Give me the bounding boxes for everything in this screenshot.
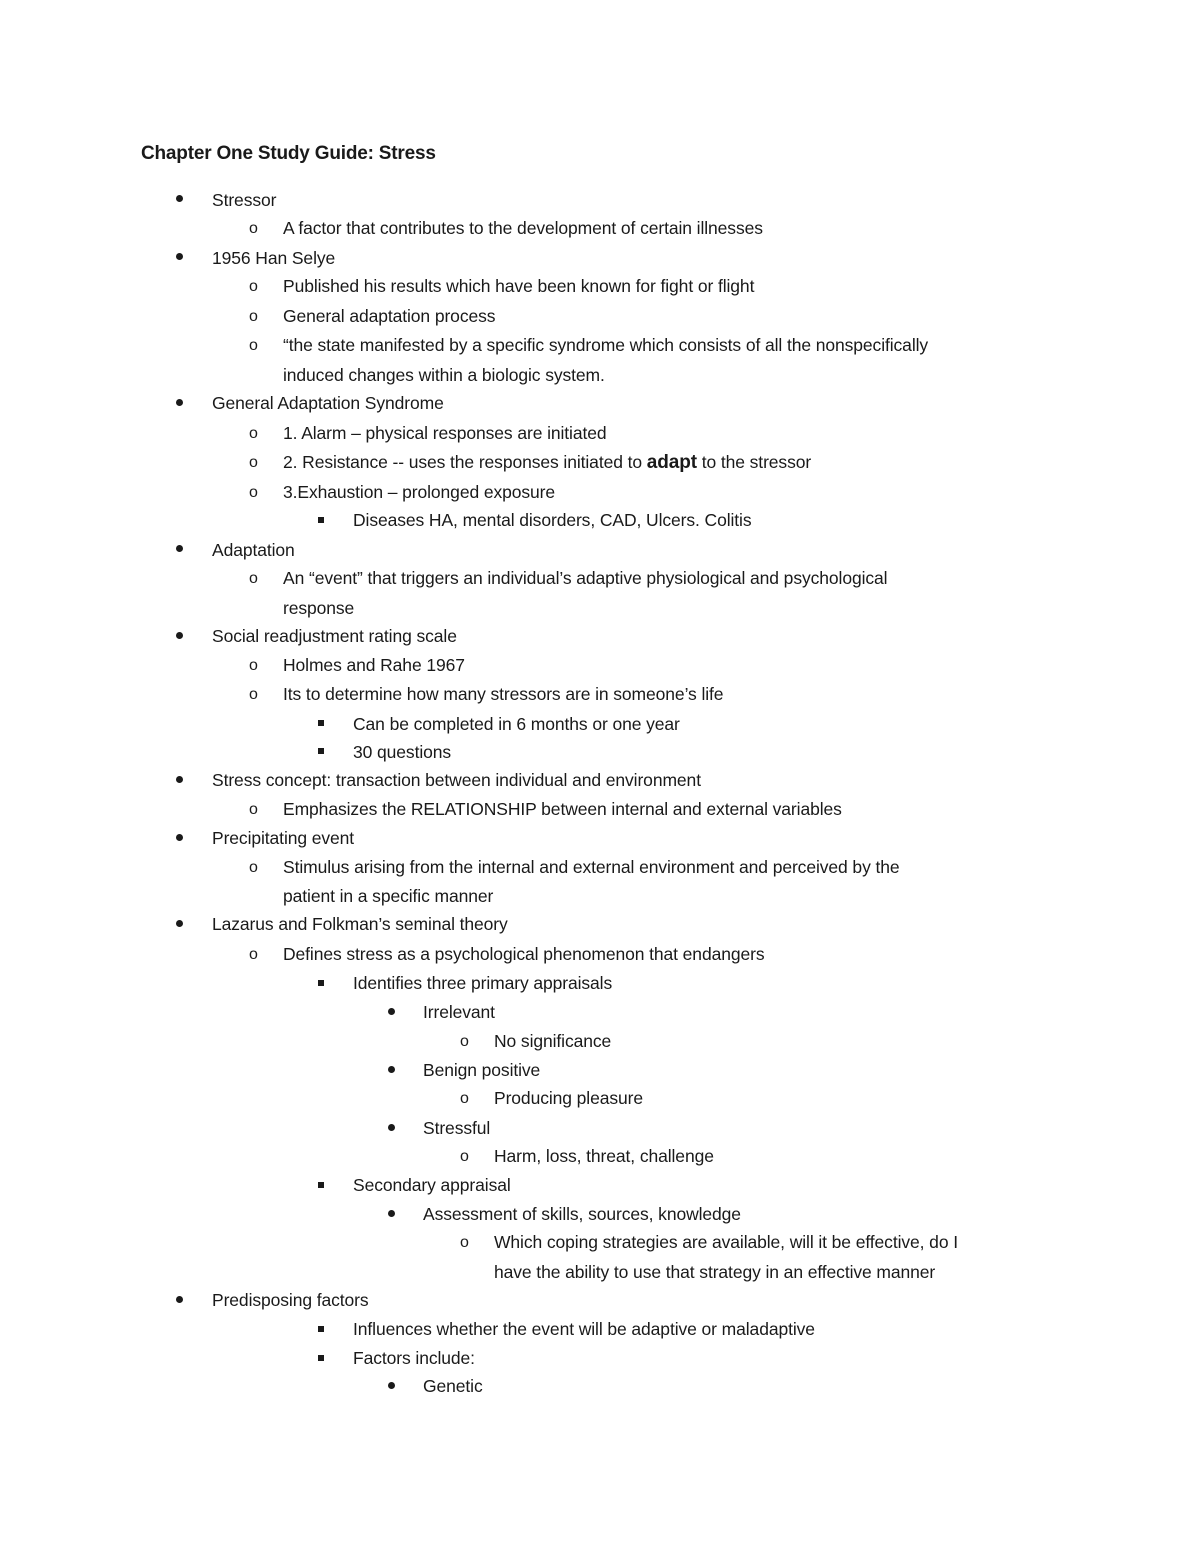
bullet-square <box>318 1355 324 1361</box>
resistance-text-end: to the stressor <box>696 452 812 472</box>
list-item: A factor that contributes to the development of certain illnesses <box>283 218 763 238</box>
list-item-continuation: have the ability to use that strategy in an effective manner <box>494 1262 936 1282</box>
list-item: Assessment of skills, sources, knowledge <box>423 1204 741 1224</box>
bullet-square <box>318 748 324 754</box>
bullet-disc <box>388 1210 395 1217</box>
list-item-continuation: patient in a specific manner <box>283 886 494 906</box>
bullet-circle: o <box>249 454 258 471</box>
bullet-disc <box>388 1066 395 1073</box>
list-item: Predisposing factors <box>212 1290 369 1310</box>
bullet-disc <box>388 1382 395 1389</box>
list-item: “the state manifested by a specific syndrome which consists of all the nonspecifically <box>283 335 929 355</box>
list-item: General adaptation process <box>283 306 496 326</box>
bullet-disc <box>176 195 183 202</box>
bullet-disc <box>176 632 183 639</box>
bullet-circle: o <box>460 1090 469 1107</box>
list-item: 3.Exhaustion – prolonged exposure <box>283 482 556 502</box>
list-item: Factors include: <box>353 1348 475 1368</box>
list-item: Precipitating event <box>212 828 355 848</box>
bullet-disc <box>176 545 183 552</box>
bullet-circle: o <box>249 308 258 325</box>
bullet-disc <box>176 776 183 783</box>
bullet-disc <box>176 253 183 260</box>
bullet-square <box>318 980 324 986</box>
list-item: Adaptation <box>212 540 295 560</box>
bullet-circle: o <box>249 425 258 442</box>
list-item: Defines stress as a psychological phenomenon that endangers <box>283 944 765 964</box>
list-item: Published his results which have been known for fight or flight <box>283 276 755 296</box>
bullet-circle: o <box>249 946 258 963</box>
list-item: Secondary appraisal <box>353 1175 511 1195</box>
page-title: Chapter One Study Guide: Stress <box>141 143 436 164</box>
list-item: Irrelevant <box>423 1002 495 1022</box>
list-item: General Adaptation Syndrome <box>212 393 444 413</box>
list-item: Influences whether the event will be adaptive or maladaptive <box>353 1319 815 1339</box>
bullet-square <box>318 517 324 523</box>
list-item: No significance <box>494 1031 612 1051</box>
list-item: 30 questions <box>353 742 452 762</box>
list-item: Its to determine how many stressors are in someone’s life <box>283 684 724 704</box>
list-item: Can be completed in 6 months or one year <box>353 714 680 734</box>
bullet-circle: o <box>249 686 258 703</box>
bullet-circle: o <box>249 657 258 674</box>
bullet-circle: o <box>249 220 258 237</box>
bullet-disc <box>176 1296 183 1303</box>
list-item-continuation: induced changes within a biologic system. <box>283 365 605 385</box>
list-item: Stressful <box>423 1118 491 1138</box>
list-item: 1956 Han Selye <box>212 248 336 268</box>
list-item: Benign positive <box>423 1060 541 1080</box>
list-item: Which coping strategies are available, will it be effective, do I <box>494 1232 958 1252</box>
list-item: Stimulus arising from the internal and external environment and perceived by the <box>283 857 900 877</box>
list-item: Stress concept: transaction between individual and environment <box>212 770 701 790</box>
bullet-disc <box>176 834 183 841</box>
list-item: Lazarus and Folkman’s seminal theory <box>212 914 508 934</box>
list-item: Diseases HA, mental disorders, CAD, Ulcers. Colitis <box>353 510 752 530</box>
bullet-circle: o <box>249 337 258 354</box>
bullet-circle: o <box>249 484 258 501</box>
bullet-circle: o <box>460 1148 469 1165</box>
bullet-square <box>318 1326 324 1332</box>
bullet-circle: o <box>460 1033 469 1050</box>
bullet-square <box>318 1182 324 1188</box>
bullet-disc <box>388 1124 395 1131</box>
bullet-circle: o <box>249 278 258 295</box>
list-item: An “event” that triggers an individual’s adaptive physiological and psychological <box>283 568 888 588</box>
list-item: Producing pleasure <box>494 1088 643 1108</box>
list-item-continuation: response <box>283 598 355 618</box>
list-item: Harm, loss, threat, challenge <box>494 1146 714 1166</box>
bullet-disc <box>176 920 183 927</box>
bullet-square <box>318 720 324 726</box>
bullet-circle: o <box>249 859 258 876</box>
list-item: Stressor <box>212 190 277 210</box>
list-item: Genetic <box>423 1376 483 1396</box>
list-item <box>283 451 811 474</box>
list-item: Emphasizes the RELATIONSHIP between internal and external variables <box>283 799 842 819</box>
adapt-emphasis: adapt <box>646 452 697 473</box>
list-item: 1. Alarm – physical responses are initiated <box>283 423 607 443</box>
list-item: Holmes and Rahe 1967 <box>283 655 465 675</box>
list-item: Social readjustment rating scale <box>212 626 457 646</box>
bullet-disc <box>388 1008 395 1015</box>
bullet-disc <box>176 399 183 406</box>
bullet-circle: o <box>249 801 258 818</box>
list-item: Identifies three primary appraisals <box>353 973 613 993</box>
bullet-circle: o <box>249 570 258 587</box>
resistance-text: 2. Resistance -- uses the responses initiated to <box>283 452 647 472</box>
bullet-circle: o <box>460 1234 469 1251</box>
